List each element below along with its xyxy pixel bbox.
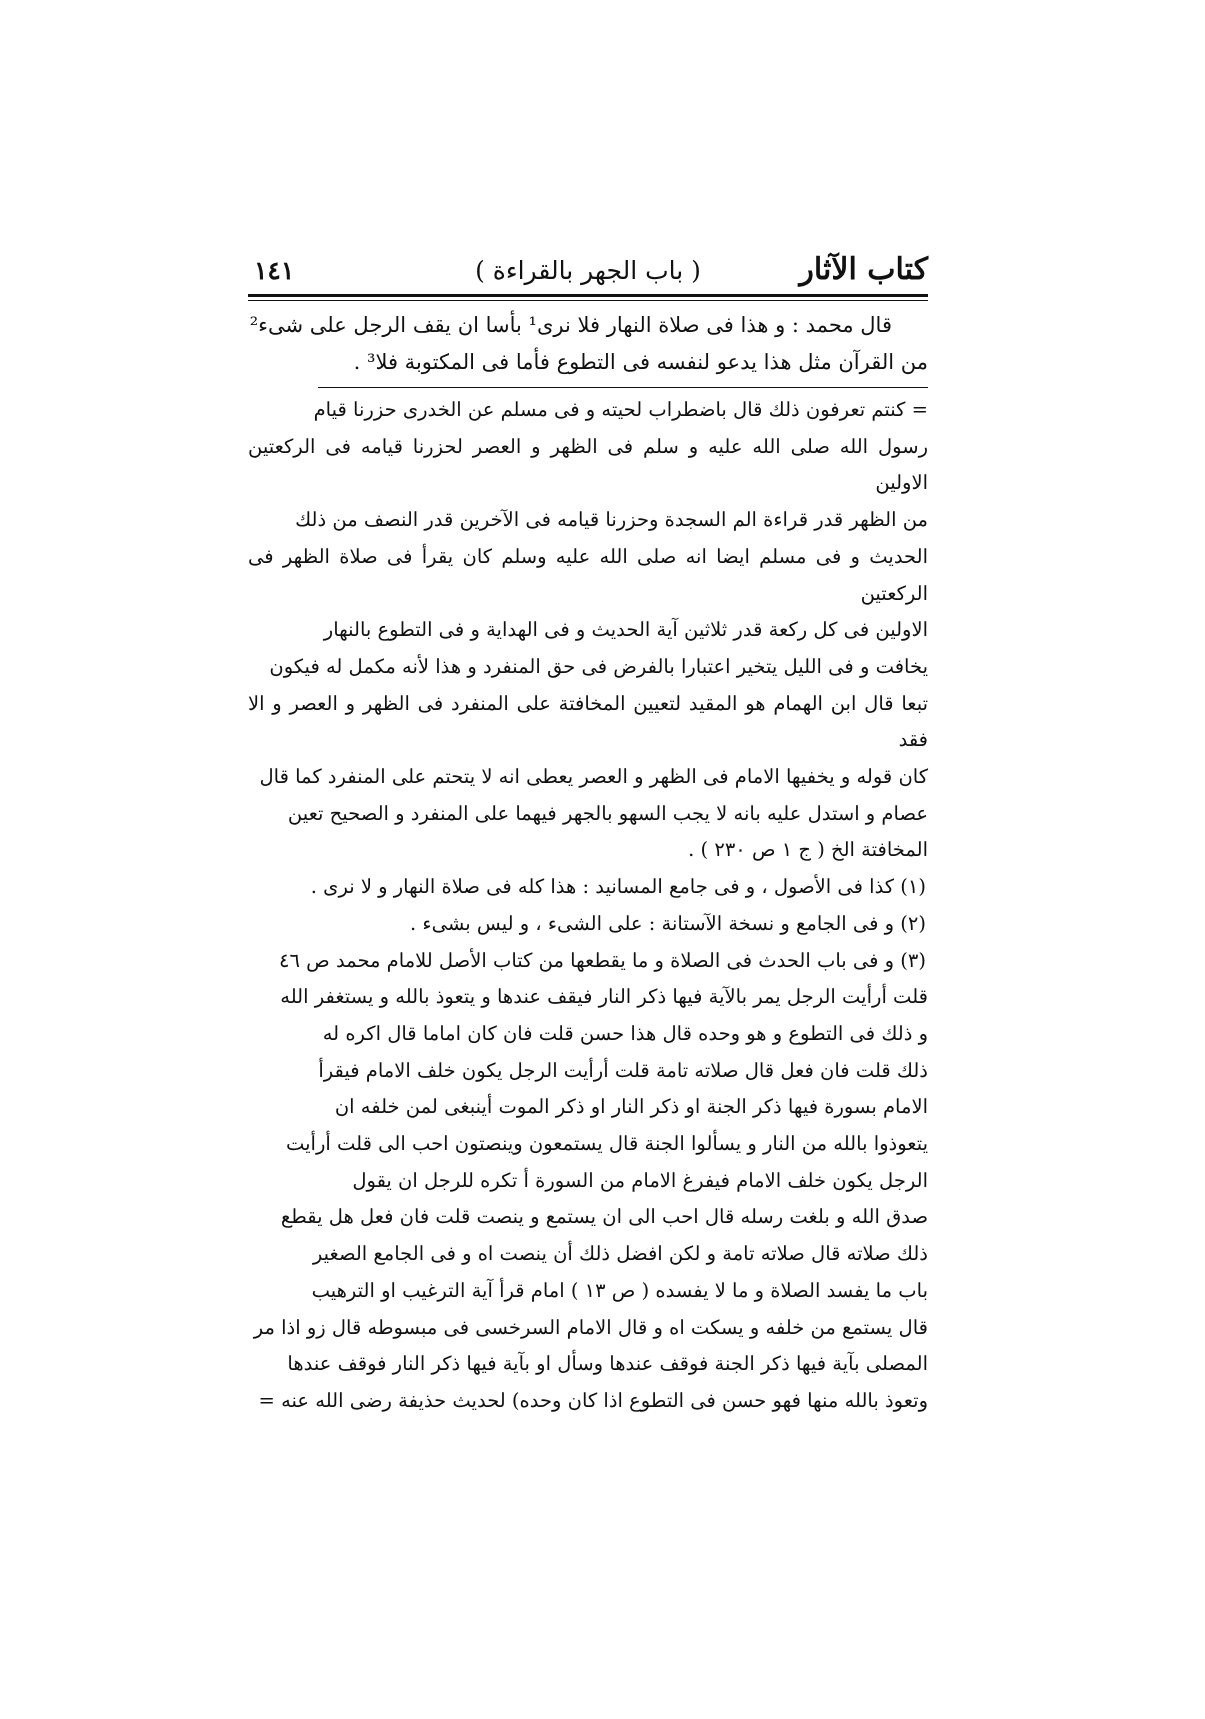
book-title: كتاب الآثار: [799, 252, 928, 287]
note-line: يخافت و فى الليل يتخير اعتبارا بالفرض فى حق المنفرد و هذا لأنه مكمل له فيكون: [269, 654, 928, 678]
note-line: عصام و استدل عليه بانه لا يجب السهو بالجهر فيهما على المنفرد و الصحيح تعين: [287, 801, 928, 825]
note-line: يتعوذوا بالله من النار و يسألوا الجنة قال يستمعون وينصتون احب الى قلت أرأيت: [285, 1132, 928, 1156]
note-line: قلت أرأيت الرجل يمر بالآية فيها ذكر النار فيقف عندها و يتعوذ بالله و يستغفر الله: [280, 985, 928, 1009]
note-line: باب ما يفسد الصلاة و ما لا يفسده ( ص ١٣ ) امام قرأ آية الترغيب او الترهيب: [311, 1278, 928, 1302]
note-line: = كنتم تعرفون ذلك قال باضطراب لحيته و فى مسلم عن الخدرى حزرنا قيام: [313, 398, 928, 421]
note-line: ذلك صلاته قال صلاته تامة و لكن افضل ذلك أن ينصت اه و فى الجامع الصغير: [312, 1242, 928, 1266]
note-line: المصلى بآية فيها ذكر الجنة فوقف عندها وسأل او بآية فيها ذكر النار فوقف عندها: [287, 1352, 928, 1376]
main-line: من القرآن مثل هذا يدعو لنفسه فى التطوع فأما فى المكتوبة فلا³ .: [353, 350, 928, 374]
page-header: [248, 248, 928, 292]
footnote-3: (٣) و فى باب الحدث فى الصلاة و ما يقطعها من كتاب الأصل للامام محمد ص ٤٦: [279, 948, 926, 972]
note-line: الرجل يكون خلف الامام فيفرغ الامام من السورة أ تكره للرجل ان يقول: [352, 1168, 928, 1192]
note-line: كان قوله و يخفيها الامام فى الظهر و العصر يعطى انه لا يتحتم على المنفرد كما قال: [259, 765, 928, 789]
main-line: قال محمد : و هذا فى صلاة النهار فلا نرى¹ بأسا ان يقف الرجل على شىء²: [249, 313, 892, 337]
footnotes: [248, 392, 928, 1420]
note-line: وتعوذ بالله منها فهو حسن فى التطوع اذا كان وحده) لحديث حذيفة رضى الله عنه =: [258, 1388, 928, 1412]
note-line: المخافتة الخ ( ج ١ ص ٢٣٠ ) .: [688, 838, 928, 862]
note-line: قال يستمع من خلفه و يسكت اه و قال الامام السرخسى فى مبسوطه قال زو اذا مر: [253, 1315, 928, 1339]
footnote-2: (٢) و فى الجامع و نسخة الآستانة : على الشىء ، و ليس بشىء .: [410, 911, 926, 935]
note-line: و ذلك فى التطوع و هو وحده قال هذا حسن قلت فان كان اماما قال اكره له: [322, 1021, 928, 1045]
note-line: تبعا قال ابن الهمام هو المقيد لتعيين المخافتة على المنفرد فى الظهر و العصر و الا فقد: [248, 691, 928, 752]
footnote-separator: [318, 387, 928, 388]
footnote-1: (١) كذا فى الأصول ، و فى جامع المسانيد : هذا كله فى صلاة النهار و لا نرى .: [310, 875, 926, 899]
note-line: صدق الله و بلغت رسله قال احب الى ان يستمع و ينصت قلت فان فعل هل يقطع: [280, 1205, 928, 1229]
note-line: الاولين فى كل ركعة قدر ثلاثين آية الحديث و فى الهداية و فى التطوع بالنهار: [323, 618, 928, 642]
note-line: ذلك قلت فان فعل قال صلاته تامة قلت أرأيت الرجل يكون خلف الامام فيقرأ: [318, 1058, 928, 1082]
note-line: من الظهر قدر قراءة الم السجدة وحزرنا قيامه فى الآخرين قدر النصف من ذلك: [295, 508, 928, 532]
note-line: الامام بسورة فيها ذكر الجنة او ذكر النار او ذكر الموت أينبغى لمن خلفه ان: [334, 1095, 928, 1119]
page-number: ١٤١: [254, 256, 295, 285]
note-line: رسول الله صلى الله عليه و سلم فى الظهر و العصر لحزرنا قيامه فى الركعتين الاولين: [248, 434, 928, 495]
chapter-title: ( باب الجهر بالقراءة ): [475, 256, 701, 285]
main-text: [248, 307, 928, 381]
header-rule-thin: [248, 300, 928, 301]
header-rule: [248, 294, 928, 297]
note-line: الحديث و فى مسلم ايضا انه صلى الله عليه وسلم كان يقرأ فى صلاة الظهر فى الركعتين: [248, 544, 928, 605]
document-page: [248, 248, 928, 1420]
